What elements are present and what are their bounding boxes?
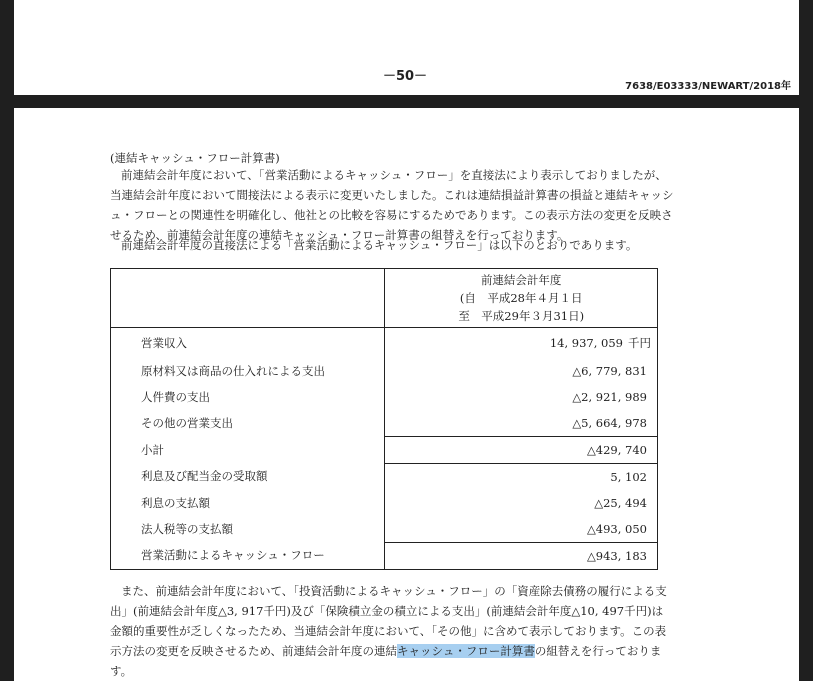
header-period-cell (385, 269, 658, 328)
paragraph-1 (110, 165, 700, 245)
header-line: 至 平成29年３月31日) (458, 309, 585, 323)
line-text: の組替えを行っておりま (534, 644, 662, 658)
section-title: (連結キャッシュ・フロー計算書) (110, 151, 280, 165)
value-text: 14, 937, 059 (549, 335, 623, 350)
row-value: △943, 183 (385, 542, 658, 569)
paragraph-line: また、前連結会計年度において、「投資活動によるキャッシュ・フロー」の「資産除去債務の履行による支 (121, 584, 667, 598)
table-row (111, 463, 658, 490)
row-value: 5, 102 (385, 463, 658, 490)
paragraph-line: 金額的重要性が乏しくなったため、当連結会計年度において、「その他」に含めて表示しております。この表 (110, 624, 667, 638)
table-row (111, 516, 658, 543)
paragraph-line: す。 (110, 664, 133, 678)
table-row-subtotal (111, 436, 658, 463)
page-number: －50－ (382, 69, 428, 84)
table-row (111, 410, 658, 437)
selected-text-highlight[interactable]: キャッシュ・フロー計算書 (397, 644, 535, 658)
row-label: 法人税等の支払額 (111, 516, 385, 543)
row-label: 原材料又は商品の仕入れによる支出 (111, 358, 385, 384)
paragraph-3 (110, 581, 700, 681)
header-line: 前連結会計年度 (480, 273, 562, 287)
paragraph-line: 前連結会計年度において、「営業活動によるキャッシュ・フロー」を直接法により表示しておりましたが、 (121, 168, 667, 182)
paragraph-line (110, 641, 700, 661)
row-label: 利息及び配当金の受取額 (111, 463, 385, 490)
row-label: 利息の支払額 (111, 490, 385, 516)
paragraph-2 (110, 235, 700, 255)
row-value: △2, 921, 989 (385, 384, 658, 410)
row-value: △429, 740 (385, 436, 658, 463)
paragraph-line: せるため、前連結会計年度の連結キャッシュ・フロー計算書の組替えを行っております。 (110, 228, 569, 242)
paragraph-line: 前連結会計年度の直接法による「営業活動によるキャッシュ・フロー」は以下のとおりであります。 (121, 238, 638, 252)
page-separator-bar (0, 95, 813, 108)
table-row-total (111, 542, 658, 569)
paragraph-line: 当連結会計年度において間接法による表示に変更いたしました。これは連結損益計算書の損益と連結キャッシ (110, 188, 674, 202)
paragraph-line: 出」(前連結会計年度△3, 917千円)及び「保険積立金の積立による支出」(前連結会計年度△10, 497千円)は (110, 604, 664, 618)
line-text: 示方法の変更を反映させるため、前連結会計年度の連結 (110, 644, 398, 658)
paragraph-line: ュ・フローとの関連性を明確化し、他社との比較を容易にするためであります。この表示方法の変更を反映さ (110, 208, 673, 222)
table-row (111, 328, 658, 358)
row-label: 営業収入 (111, 328, 385, 358)
row-label: 営業活動によるキャッシュ・フロー (111, 542, 385, 569)
row-value (385, 328, 658, 358)
table-row (111, 358, 658, 384)
row-label: 小計 (111, 436, 385, 463)
cash-flow-table (110, 268, 658, 570)
table-row (111, 490, 658, 516)
row-value: △6, 779, 831 (385, 358, 658, 384)
row-value: △493, 050 (385, 516, 658, 543)
table-header-row (111, 269, 658, 328)
row-value: △25, 494 (385, 490, 658, 516)
unit-label: 千円 (628, 335, 651, 350)
row-label: その他の営業支出 (111, 410, 385, 437)
table-row (111, 384, 658, 410)
document-id: 7638/E03333/NEWART/2018年 (625, 81, 791, 92)
row-label: 人件費の支出 (111, 384, 385, 410)
header-blank-cell (111, 269, 385, 328)
header-line: (自 平成28年４月１日 (459, 291, 583, 305)
row-value: △5, 664, 978 (385, 410, 658, 437)
